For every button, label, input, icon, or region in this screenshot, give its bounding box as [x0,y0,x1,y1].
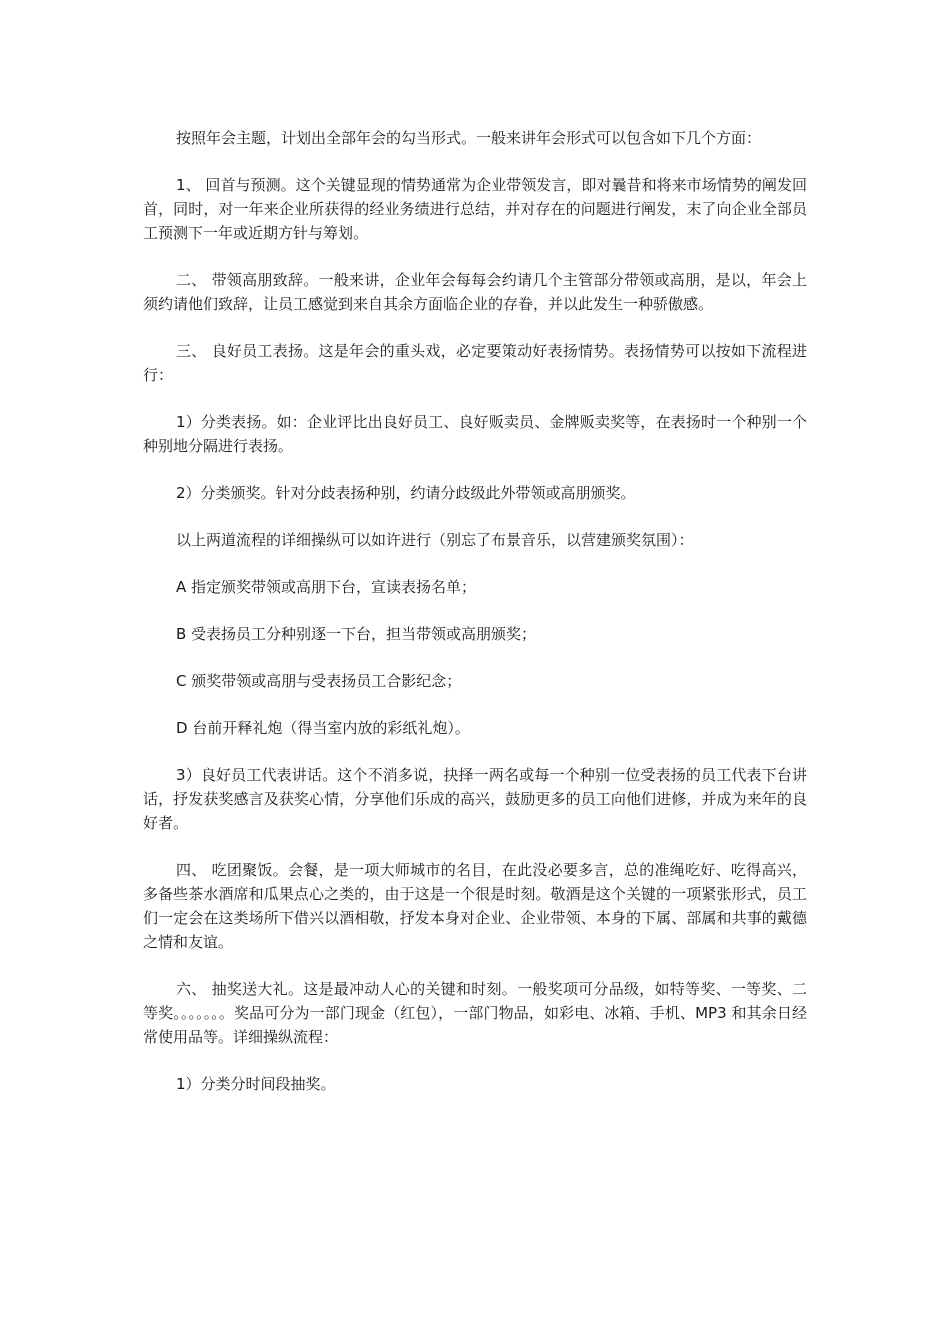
paragraph-review-forecast: 1、 回首与预测。这个关键显现的情势通常为企业带领发言，即对曩昔和将来市场情势的阐发回首，同时，对一年来企业所获得的经业务绩进行总结，并对存在的问题进行阐发，末了向企业全部员工预测下一年或近期方针与筹划。 [143,176,807,242]
paragraph-award-step-3: 3）良好员工代表讲话。这个不消多说，抉择一两名或每一个种别一位受表扬的员工代表下台讲话，抒发获奖感言及获奖心情，分享他们乐成的高兴，鼓励更多的员工向他们进修，并成为来年的良好者。 [143,766,807,832]
paragraph-procedure-b: B 受表扬员工分种别逐一下台，担当带领或高朋颁奖； [176,625,537,643]
paragraph-reunion-dinner: 四、 吃团聚饭。会餐，是一项大师城市的名目，在此没必要多言，总的准绳吃好、吃得高兴，多备些茶水酒席和瓜果点心之类的，由于这是一个很是时刻。敬酒是这个关键的一项紧张形式，员工们一定会在这类场所下借兴以酒相敬，抒发本身对企业、企业带领、本身的下属、部属和共事的戴德之情和友谊。 [143,861,807,951]
paragraph-award-procedure: 以上两道流程的详细操纵可以如许进行（别忘了布景音乐，以营建颁奖氛围）： [176,531,694,549]
paragraph-lottery: 六、 抽奖送大礼。这是最冲动人心的关键和时刻。一般奖项可分品级，如特等奖、一等奖、二等奖。。。。。。。奖品可分为一部门现金（红包），一部门物品，如彩电、冰箱、手机、MP3 和其余日经常使用品等。详细操纵流程： [143,980,807,1046]
paragraph-award-step-2: 2）分类颁奖。针对分歧表扬种别，约请分歧级此外带领或高朋颁奖。 [176,484,636,502]
paragraph-intro: 按照年会主题，计划出全部年会的勾当形式。一般来讲年会形式可以包含如下几个方面： [176,129,762,147]
paragraph-procedure-a: A 指定颁奖带领或高朋下台，宣读表扬名单； [176,578,477,596]
paragraph-guest-speech: 二、 带领高朋致辞。一般来讲，企业年会每每会约请几个主管部分带领或高朋，是以，年会上须约请他们致辞，让员工感觉到来自其余方面临企业的存眷，并以此发生一种骄傲感。 [143,271,807,313]
paragraph-procedure-c: C 颁奖带领或高朋与受表扬员工合影纪念； [176,672,462,690]
paragraph-employee-award: 三、 良好员工表扬。这是年会的重头戏，必定要策动好表扬情势。表扬情势可以按如下流程进行： [143,342,807,384]
paragraph-award-step-1: 1）分类表扬。如：企业评比出良好员工、良好贩卖员、金牌贩卖奖等，在表扬时一个种别一个种别地分隔进行表扬。 [143,413,807,455]
document-body [143,126,807,1119]
paragraph-lottery-step-1: 1）分类分时间段抽奖。 [176,1075,336,1093]
paragraph-procedure-d: D 台前开释礼炮（得当室内放的彩纸礼炮）。 [176,719,470,737]
